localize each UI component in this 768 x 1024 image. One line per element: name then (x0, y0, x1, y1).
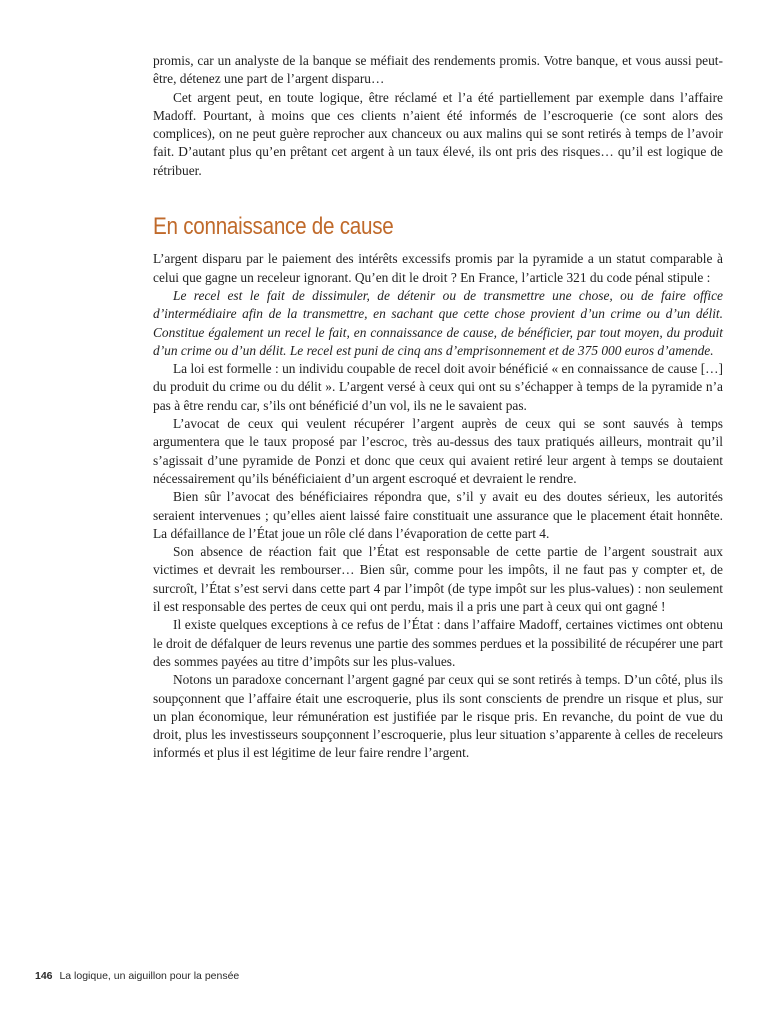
paragraph: La loi est formelle : un individu coupable de recel doit avoir bénéficié « en connaissance de cause […] du produit du crime ou du délit ». L’argent versé à ceux qui ont su s’échapper à temps de la pyramide n’a pas à être rendu car, s’ils ont bénéficié d’un vol, ils ne le savaient pas. (153, 361, 723, 413)
section-heading: En connaissance de cause (153, 213, 394, 241)
paragraph: Cet argent peut, en toute logique, être réclamé et l’a été partiellement par exemple dans l’affaire Madoff. Pourtant, à moins que ces clients n’aient été informés de l’escroquerie (ce sont alors des complices), on ne peut guère reprocher aux chanceux ou aux malins qui se sont retirés à temps de l’avoir fait. D’autant plus qu’en prêtant cet argent à un taux élevé, ils ont pris des risques… qu’il est logique de rétribuer. (153, 89, 723, 178)
paragraph: Notons un paradoxe concernant l’argent gagné par ceux qui se sont retirés à temps. D’un côté, plus ils soupçonnent que l’affaire était une escroquerie, plus ils sont conscients de prendre un risque et plus, sur un plan économique, leur rémunération est justifiée par le risque pris. En revanche, du point de vue du droit, plus les investisseurs soupçonnent l’escroquerie, plus leur situation s’apparente à celles de receleurs informés et plus il est légitime de leur faire rendre l’argent. (153, 672, 723, 761)
body-text (153, 52, 723, 763)
legal-quote: Le recel est le fait de dissimuler, de détenir ou de transmettre une chose, ou de faire office d’intermédiaire afin de la transmettre, en sachant que cette chose provient d’un crime ou d’un délit. Constitue également un recel le fait, en connaissance de cause, de bénéficier, par tout moyen, du produit d’un crime ou d’un délit. Le recel est puni de cinq ans d’emprisonnement et de 375 000 euros d’amende. (153, 287, 723, 358)
paragraph: Son absence de réaction fait que l’État est responsable de cette partie de l’argent soustrait aux victimes et devrait les rembourser… Bien sûr, comme pour les impôts, il ne faut pas y compter et, de surcroît, l’État s’est servi dans cette part 4 par l’impôt (de type impôt sur les plus-values) : non seulement il est responsable des pertes de ceux qui ont perdu, mais il a pris une part à ceux qui ont gagné ! (153, 544, 723, 615)
section-intro: L’argent disparu par le paiement des intérêts excessifs promis par la pyramide a un statut comparable à celui que gagne un receleur ignorant. Qu’en dit le droit ? En France, l’article 321 du code pénal stipule : (153, 251, 723, 285)
page-number: 146 (35, 970, 53, 982)
paragraph: Il existe quelques exceptions à ce refus de l’État : dans l’affaire Madoff, certaines victimes ont obtenu le droit de défalquer de leurs revenus une partie des sommes perdues et la possibilité de récupérer une part des sommes payées au titre d’impôts sur les plus-values. (153, 617, 723, 669)
running-title: La logique, un aiguillon pour la pensée (59, 970, 240, 982)
paragraph-continued: promis, car un analyste de la banque se méfiait des rendements promis. Votre banque, et vous aussi peut-être, détenez une part de l’argent disparu… (153, 53, 723, 87)
paragraph: L’avocat de ceux qui veulent récupérer l’argent auprès de ceux qui se sont sauvés à temps argumentera que le taux proposé par l’escroc, très au-dessus des taux pratiqués ailleurs, montrait qu’il s’agissait d’une pyramide de Ponzi et donc que ceux qui avaient retiré leur argent à temps se doutaient nécessairement qu’ils bénéficiaient d’un argent escroqué et devraient le rendre. (153, 416, 723, 486)
page-footer (35, 970, 239, 982)
paragraph: Bien sûr l’avocat des bénéficiaires répondra que, s’il y avait eu des doutes sérieux, les autorités seraient intervenues ; qu’elles aient laissé faire constituait une assurance que le placement était honnête. La défaillance de l’État joue un rôle clé dans l’évaporation de cette part 4. (153, 489, 723, 541)
